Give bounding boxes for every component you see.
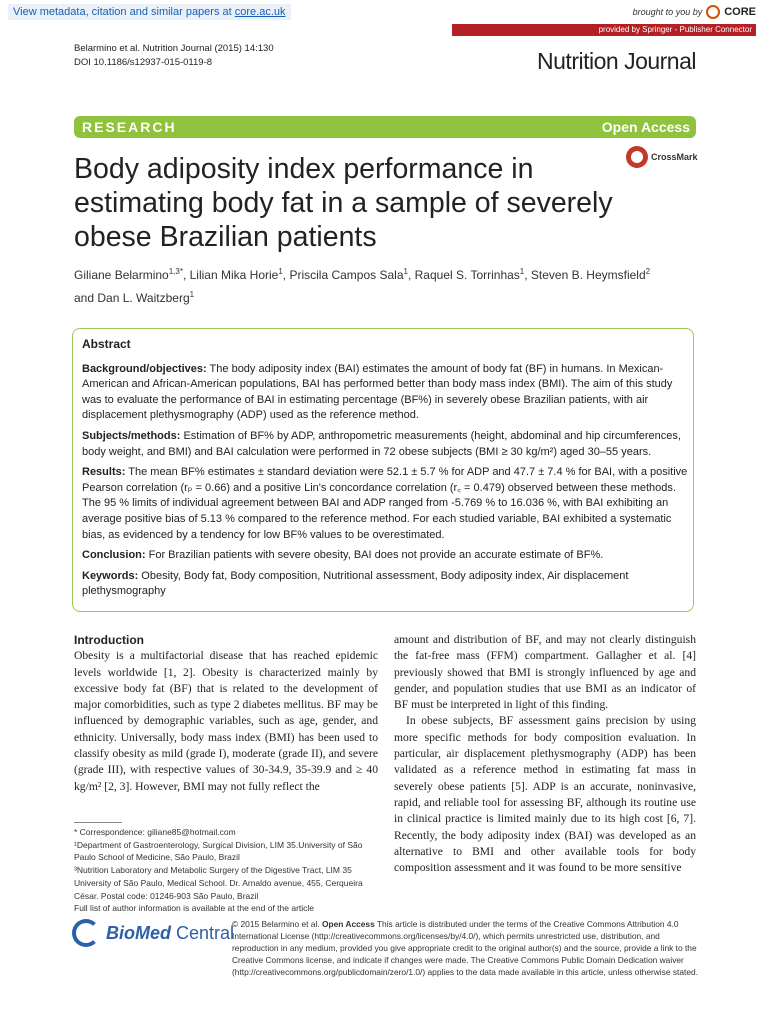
license-body: This article is distributed under the terms of the Creative Commons Attribution 4.0 International License (http://creativecommons.org/licenses/by/4.0/), which permits unrestricted use, distribution, and reproduction in any medium, provided you give appropriate credit to the original author(s) and the source, provide a link to the Creative Commons license, and indicate if changes were made. The Creative Commons Public Domain Dedication waiver (http://creativecommons.org/publicdomain/zero/1.0/) applies to the data made available in this article, unless otherwise stated.	[232, 919, 698, 977]
core-metadata-link[interactable]	[8, 4, 291, 20]
correspondence-note: * Correspondence: giliane85@hotmail.com	[74, 827, 236, 837]
brought-by	[633, 5, 756, 19]
core-brand: CORE	[724, 6, 756, 18]
biomed-wordmark-rest: Central	[171, 922, 235, 943]
core-logo-icon	[706, 5, 720, 19]
footnotes	[74, 826, 374, 915]
author-name: Raquel S. Torrinhas	[414, 268, 520, 282]
abstract-conclusion-label: Conclusion:	[82, 549, 146, 562]
section-label: RESEARCH	[82, 119, 177, 135]
author-affiliation: 1,3*	[168, 267, 183, 276]
author-affiliation: 2	[645, 267, 651, 276]
abstract-results	[82, 465, 688, 543]
abstract-keywords	[82, 569, 688, 600]
abstract-keywords-text: Obesity, Body fat, Body composition, Nutritional assessment, Body adiposity index, Air displacement plethysmography	[82, 569, 629, 598]
crossmark-label: CrossMark	[651, 152, 698, 162]
open-access-label: Open Access	[601, 119, 690, 135]
abstract-background-text: The body adiposity index (BAI) estimates the amount of body fat (BF) in humans. In Mexican-American and African-American populations, BAI has performed better than body mass index (BMI). The aim of this study was to evaluate the performance of BAI in estimating percentage (BF%) in severely obese Brazilian patients, with air displacement plethysmography (ADP) used as the reference method.	[82, 362, 673, 422]
biomed-central-icon	[72, 919, 100, 947]
journal-name: Nutrition Journal	[537, 48, 696, 74]
author-affiliation: 1	[403, 267, 408, 276]
license-prefix: © 2015 Belarmino et al.	[232, 919, 322, 929]
author-list: Giliane Belarmino$^{1,3*}$, Lilian Mika Horie$^1$, Priscila Campos Sala$^1$, Raquel S. Torrinhas$^1$, Steven B. Heymsfield$^2$ and Dan L. Waitzberg$^1$	[74, 267, 651, 305]
abstract-conclusion-text: For Brazilian patients with severe obesity, BAI does not provide an accurate estimate of BF%.	[145, 549, 604, 562]
biomed-central-logo	[72, 919, 234, 947]
abstract-keywords-label: Keywords:	[82, 569, 139, 582]
citation-line: Belarmino et al. Nutrition Journal (2015) 14:130	[74, 43, 274, 54]
author-name: Giliane Belarmino	[74, 268, 169, 282]
biomed-central-wordmark	[106, 923, 234, 944]
full-list-note: Full list of author information is available at the end of the article	[74, 903, 315, 914]
abstract-box	[72, 328, 694, 612]
abstract-background	[82, 362, 688, 424]
biomed-wordmark-bold: BioMed	[106, 922, 171, 943]
author-affiliation: 1	[189, 290, 195, 299]
core-link-prefix: View metadata, citation and similar papers at	[13, 6, 235, 18]
doi-line[interactable]: DOI 10.1186/s12937-015-0119-8	[74, 57, 213, 68]
footnote-divider	[74, 822, 122, 823]
crossmark-button[interactable]	[626, 146, 698, 168]
brought-by-text: brought to you by	[632, 7, 703, 17]
abstract-results-text: The mean BF% estimates ± standard deviation were 52.1 ± 5.7 % for ADP and 47.7 ± 7.4 % for BAI, with a positive Pearson correlation (rₚ = 0.66) and a positive Lin's concordance correlation (r꜀ = 0.479) observed between these methods. The 95 % limits of individual agreement between BAI and ADP ranged from -5.769 % to 16.036 %, with BAI exhibiting an average positive bias of 5.13 % compared to the reference method. For each studied variable, BAI exhibited a systematic bias, as evidenced by a tendency for low BF% values to be overestimated.	[82, 466, 688, 541]
abstract-results-label: Results:	[82, 466, 126, 479]
intro-paragraph: Obesity is a multifactorial disease that has reached epidemic levels worldwide [1, 2]. Obesity is characterized mainly by excessive body fat (BF) that is related to the development of major comorbidities, such as type 2 diabetes mellitus. BF may be influenced by demographic variables, such as age, gender, and ethnicity. Universally, body mass index (BMI) has been used to classify obesity as mild (grade I), moderate (grade II), and severe (grade III), with respective values of 30-34.9, 35-39.9 and ≥ 40 kg/m² [2, 3]. However, BMI may not fully reflect the	[74, 649, 378, 793]
abstract-heading: Abstract	[82, 337, 131, 351]
intro-heading: Introduction	[74, 633, 144, 647]
license-text	[232, 918, 698, 978]
license-open-access: Open Access	[321, 919, 375, 929]
affiliation-note: ¹Department of Gastroenterology, Surgical Division, LIM 35.University of São Paulo School of Medicine, São Paulo, Brazil	[74, 839, 363, 863]
affiliation-note: ³Nutrition Laboratory and Metabolic Surgery of the Digestive Tract, LIM 35 University of São Paulo, Medical School. Dr. Arnaldo avenue, 455, Cerqueira César. Postal code: 01246-903 São Paulo, Brazil	[74, 865, 363, 901]
author-name: Steven B. Heymsfield	[530, 268, 646, 282]
body-paragraph: In obese subjects, BF assessment gains precision by using more specific methods for body composition evaluation. In particular, air displacement plethysmography (ADP) has been validated as a reference method in estimating fat mass in severely obese patients [5]. ADP is an accurate, noninvasive, rapid, and reliable tool for assessing BF, although its routine use in clinical practice is limited mainly due to its high cost [6, 7]. Recently, the body adiposity index (BAI) was developed as an alternative to BMI and other available tools for body composition assessment and it was found to be more sensitive	[394, 714, 696, 875]
abstract-methods	[82, 429, 688, 460]
author-affiliation: 1	[519, 267, 525, 276]
core-link-url[interactable]: core.ac.uk	[234, 6, 286, 18]
abstract-background-label: Background/objectives:	[82, 362, 207, 375]
body-column-right	[394, 632, 696, 876]
body-paragraph: amount and distribution of BF, and may not clearly distinguish the fat-free mass (FFM) compartment. Gallagher et al. [4] previously showed that BMI is strongly influenced by age and gender, and population studies that use BMI as an indicator of BF must be interpreted in light of this finding.	[394, 633, 696, 712]
provided-by-bar[interactable]: provided by Springer - Publisher Connector	[452, 24, 756, 36]
citation-block	[74, 42, 274, 70]
author-name: Dan L. Waitzberg	[97, 291, 190, 305]
author-name: Lilian Mika Horie	[189, 268, 279, 282]
abstract-conclusion	[82, 548, 688, 564]
author-affiliation: 1	[278, 267, 283, 276]
abstract-methods-label: Subjects/methods:	[82, 429, 181, 442]
author-name: Priscila Campos Sala	[289, 268, 404, 282]
body-column-left	[74, 632, 378, 795]
abstract-methods-text: Estimation of BF% by ADP, anthropometric measurements (height, abdominal and hip circumferences, body weight, and BMI) and BAI calculation were performed in 72 obese subjects (BMI ≥ 30 kg/m²) aged 30–55 years.	[82, 429, 681, 458]
article-title: Body adiposity index performance in estimating body fat in a sample of severely obese Brazilian patients	[74, 153, 613, 253]
